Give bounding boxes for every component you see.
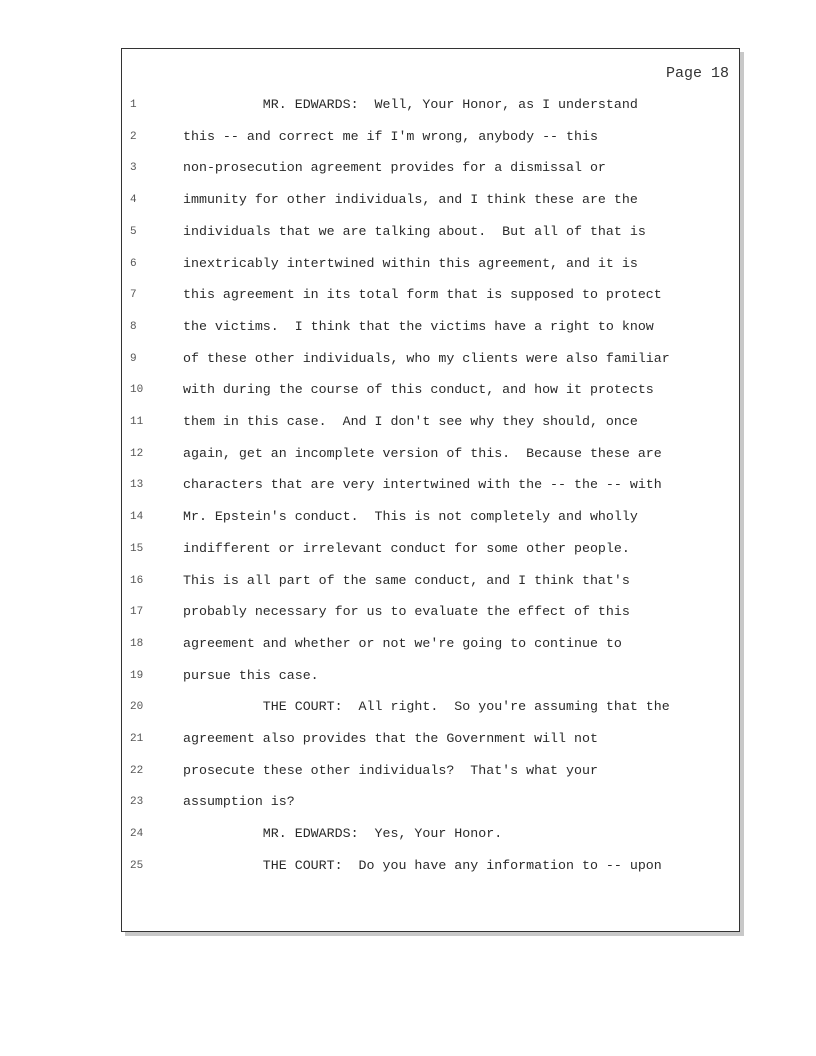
transcript-line	[122, 698, 739, 730]
line-number: 12	[130, 447, 144, 460]
transcript-line	[122, 667, 739, 699]
line-number: 7	[130, 289, 137, 302]
line-number: 2	[130, 130, 137, 143]
line-number: 4	[130, 194, 137, 207]
line-number: 5	[130, 225, 137, 238]
line-text: MR. EDWARDS: Well, Your Honor, as I understand	[183, 97, 638, 112]
line-number: 25	[130, 859, 144, 872]
line-text: characters that are very intertwined with the -- the -- with	[183, 477, 662, 493]
transcript-line	[122, 445, 739, 477]
line-number: 8	[130, 320, 137, 333]
line-text: THE COURT: All right. So you're assuming that the	[183, 699, 670, 715]
transcript-page	[121, 48, 740, 932]
line-text: of these other individuals, who my clients were also familiar	[183, 350, 670, 366]
line-number: 10	[130, 384, 144, 397]
line-text: them in this case. And I don't see why they should, once	[183, 414, 638, 429]
line-number: 18	[130, 637, 144, 650]
line-number: 9	[130, 352, 137, 365]
transcript-line	[122, 476, 739, 508]
transcript-line	[122, 286, 739, 318]
line-number: 21	[130, 733, 144, 745]
transcript-line	[122, 350, 739, 382]
line-number: 1	[130, 99, 137, 111]
transcript-line	[122, 825, 739, 857]
line-text: this -- and correct me if I'm wrong, anybody -- this	[183, 128, 598, 144]
transcript-line	[122, 603, 739, 635]
transcript-line	[122, 96, 739, 128]
line-text: non-prosecution agreement provides for a dismissal or	[183, 160, 606, 176]
line-text: individuals that we are talking about. But all of that is	[183, 223, 646, 239]
line-number: 14	[130, 511, 144, 524]
transcript-line	[122, 318, 739, 350]
line-text: with during the course of this conduct, and how it protects	[183, 382, 654, 398]
transcript-line	[122, 730, 739, 762]
line-number: 6	[130, 257, 137, 270]
transcript-line	[122, 635, 739, 667]
line-number: 13	[130, 479, 144, 492]
line-number: 19	[130, 669, 144, 682]
transcript-line	[122, 762, 739, 794]
line-number: 23	[130, 796, 144, 809]
line-text: indifferent or irrelevant conduct for some other people.	[183, 540, 630, 556]
line-text: agreement also provides that the Government will not	[183, 731, 598, 746]
line-number: 15	[130, 542, 144, 555]
line-text: the victims. I think that the victims have a right to know	[183, 318, 654, 334]
line-text: assumption is?	[183, 794, 295, 810]
line-number: 3	[130, 162, 137, 175]
line-text: inextricably intertwined within this agreement, and it is	[183, 255, 638, 271]
line-number: 17	[130, 606, 144, 619]
line-text: immunity for other individuals, and I think these are the	[183, 192, 638, 208]
line-text: Mr. Epstein's conduct. This is not completely and wholly	[183, 509, 638, 525]
transcript-line	[122, 572, 739, 604]
transcript-line	[122, 128, 739, 160]
line-number: 20	[130, 701, 144, 714]
transcript-line	[122, 508, 739, 540]
transcript-line	[122, 191, 739, 223]
transcript-line	[122, 381, 739, 413]
transcript-line	[122, 857, 739, 889]
line-text: agreement and whether or not we're going to continue to	[183, 635, 622, 651]
transcript-line	[122, 793, 739, 825]
line-text: THE COURT: Do you have any information to -- upon	[183, 857, 662, 873]
transcript-line	[122, 255, 739, 287]
line-text: MR. EDWARDS: Yes, Your Honor.	[183, 826, 503, 842]
transcript-line	[122, 540, 739, 572]
transcript-line	[122, 223, 739, 255]
line-text: this agreement in its total form that is supposed to protect	[183, 287, 662, 303]
transcript-line	[122, 159, 739, 191]
line-text: again, get an incomplete version of this. Because these are	[183, 445, 662, 461]
line-number: 16	[130, 574, 144, 587]
line-number: 22	[130, 764, 144, 777]
line-text: probably necessary for us to evaluate the effect of this	[183, 604, 630, 620]
transcript-line	[122, 413, 739, 445]
line-number: 11	[130, 416, 144, 428]
line-number: 24	[130, 828, 144, 841]
line-text: This is all part of the same conduct, and I think that's	[183, 572, 630, 588]
line-text: prosecute these other individuals? That's what your	[183, 762, 598, 778]
page-number: Page 18	[665, 65, 729, 82]
line-text: pursue this case.	[183, 667, 319, 683]
